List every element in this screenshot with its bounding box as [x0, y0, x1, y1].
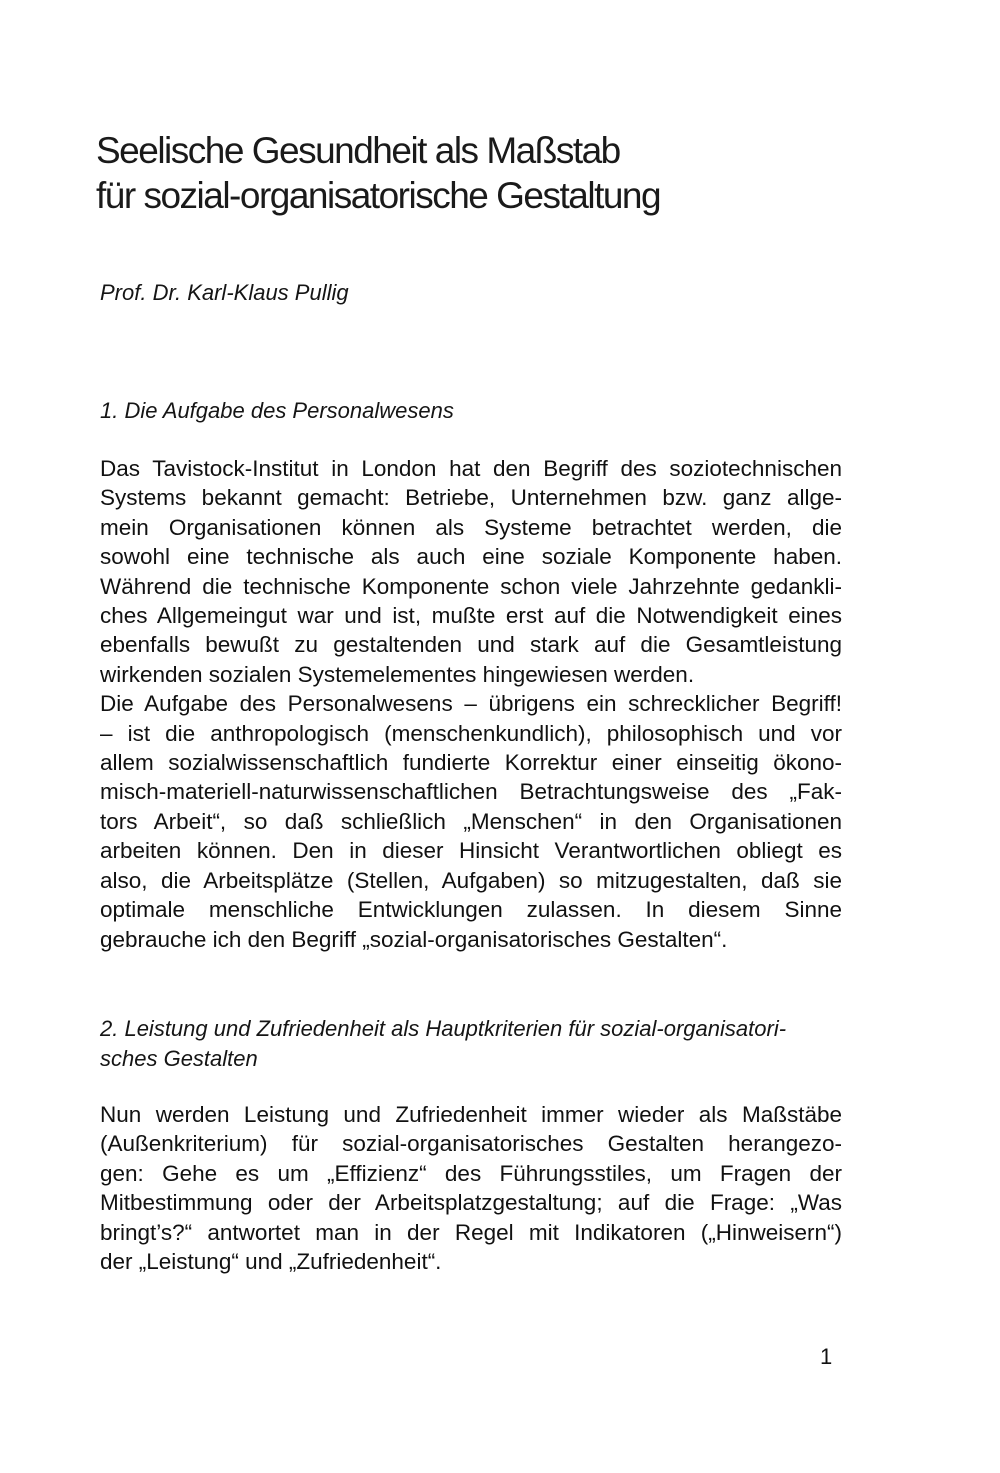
text-line: ches Allgemeingut war und ist, mußte erst auf die Notwendigkeit eines — [100, 603, 842, 629]
text-line: – ist die anthropologisch (menschenkundlich), philosophisch und vor — [100, 720, 842, 746]
text-line: Die Aufgabe des Personalwesens – übrigens ein schrecklicher Begriff! — [100, 691, 842, 717]
text-line: bringt’s?“ antwortet man in der Regel mit Indikatoren („Hinweisern“) — [100, 1219, 842, 1245]
heading-line: 1. Die Aufgabe des Personalwesens — [100, 398, 454, 423]
text-line: tors Arbeit“, so daß schließlich „Menschen“ in den Organisationen — [100, 808, 842, 834]
text-line: allem sozialwissenschaftlich fundierte Korrektur einer einseitig ökono- — [100, 750, 842, 776]
text-line: Nun werden Leistung und Zufriedenheit immer wieder als Maßstäbe — [100, 1102, 842, 1127]
document-title — [96, 128, 876, 218]
author-name: Prof. Dr. Karl-Klaus Pullig — [100, 280, 349, 305]
text-line: misch-materiell-naturwissenschaftlichen Betrachtungsweise des „Fak- — [100, 779, 842, 805]
title-line: Seelische Gesundheit als Maßstab — [96, 130, 620, 171]
text-line: der „Leistung“ und „Zufriedenheit“. — [100, 1249, 442, 1275]
section-1-heading — [100, 396, 454, 426]
section-1-paragraph — [100, 454, 842, 954]
text-line: gebrauche ich den Begriff „sozial-organisatorisches Gestalten“. — [100, 926, 728, 952]
text-line: optimale menschliche Entwicklungen zulassen. In diesem Sinne — [100, 897, 842, 923]
heading-line: 2. Leistung und Zufriedenheit als Hauptkriterien für sozial-organisatori- — [100, 1016, 787, 1041]
text-line: Systems bekannt gemacht: Betriebe, Unternehmen bzw. ganz allge- — [100, 485, 842, 511]
text-line: also, die Arbeitsplätze (Stellen, Aufgaben) so mitzugestalten, daß sie — [100, 867, 842, 893]
text-line: wirkenden sozialen Systemelementes hingewiesen werden. — [100, 661, 695, 687]
text-line: arbeiten können. Den in dieser Hinsicht Verantwortlichen obliegt es — [100, 838, 842, 864]
page-number: 1 — [820, 1344, 833, 1369]
text-line: Mitbestimmung oder der Arbeitsplatzgestaltung; auf die Frage: „Was — [100, 1190, 842, 1216]
text-line: Während die technische Komponente schon viele Jahrzehnte gedankli- — [100, 573, 842, 599]
section-2-heading — [100, 1014, 786, 1074]
text-line: ebenfalls bewußt zu gestaltenden und stark auf die Gesamtleistung — [100, 632, 842, 658]
text-line: gen: Gehe es um „Effizienz“ des Führungsstiles, um Fragen der — [100, 1160, 842, 1186]
text-line: Das Tavistock-Institut in London hat den Begriff des soziotechnischen — [100, 456, 842, 481]
title-line: für sozial-organisatorische Gestaltung — [96, 175, 661, 216]
text-line: mein Organisationen können als Systeme betrachtet werden, die — [100, 514, 842, 540]
text-line: sowohl eine technische als auch eine soziale Komponente haben. — [100, 544, 842, 570]
heading-line: sches Gestalten — [100, 1046, 258, 1071]
section-2-paragraph — [100, 1100, 842, 1276]
text-line: (Außenkriterium) für sozial-organisatorisches Gestalten herangezo- — [100, 1131, 842, 1157]
